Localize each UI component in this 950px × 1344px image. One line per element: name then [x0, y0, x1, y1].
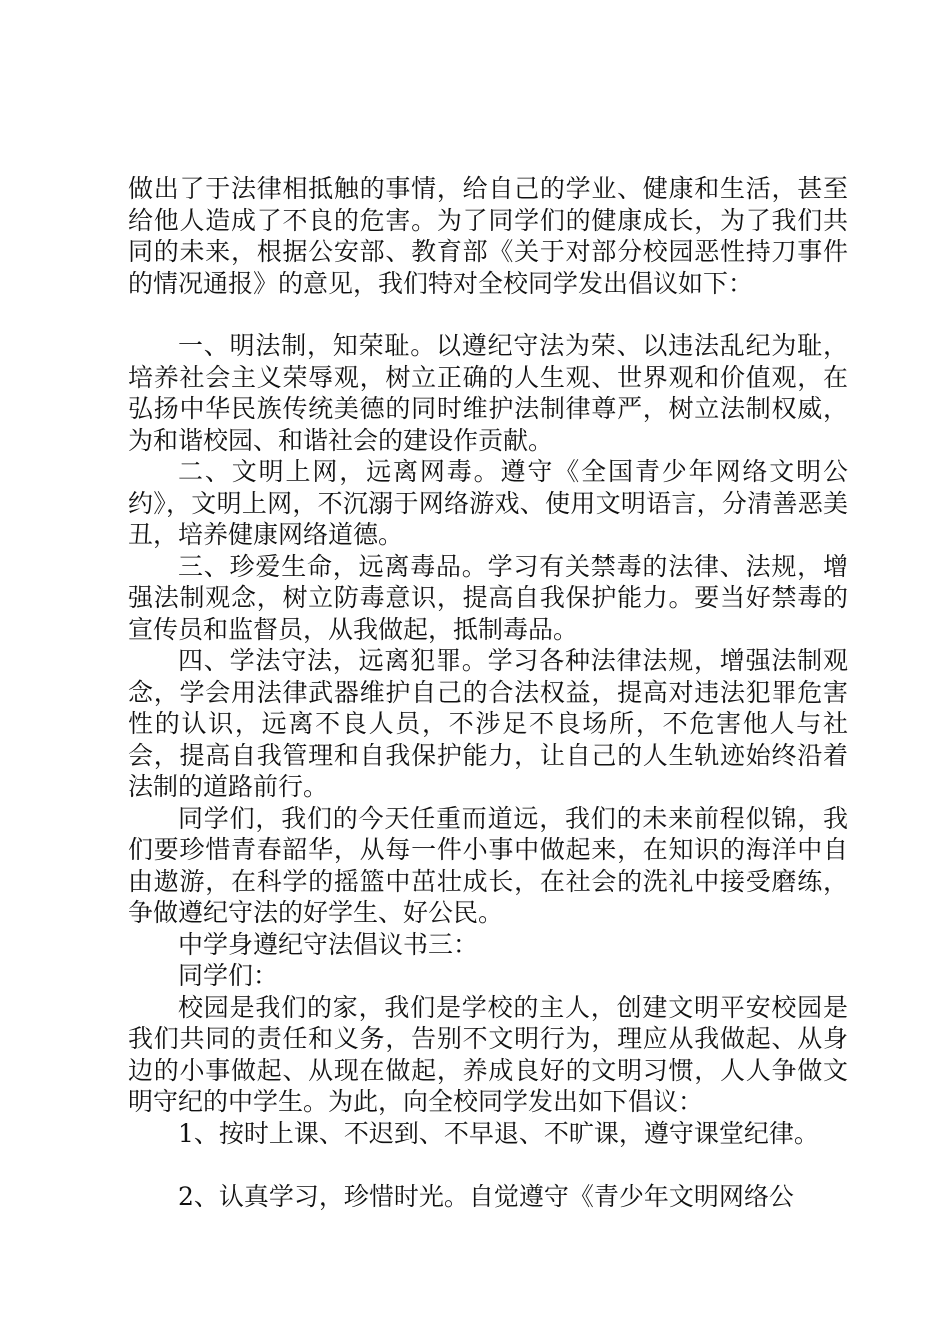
list-item-1: 1、按时上课、不迟到、不早退、不旷课，遵守课堂纪律。: [178, 1118, 819, 1148]
document-body: [128, 173, 848, 1213]
section-heading: 中学身遵纪守法倡议书三：: [178, 929, 479, 959]
paragraph-intro: 做出了于法律相抵触的事情，给自己的学业、健康和生活，甚至给他人造成了不良的危害。为了同学们的健康成长，为了我们共同的未来，根据公安部、教育部《关于对部分校园恶性持刀事件的情况通报》的意见，我们特对全校同学发出倡议如下：: [128, 174, 848, 298]
list-item-2: 2、认真学习，珍惜时光。自觉遵守《青少年文明网络公: [178, 1182, 794, 1211]
salutation: 同学们：: [178, 961, 279, 990]
paragraph-item-1: 一、明法制，知荣耻。以遵纪守法为荣、以违法乱纪为耻，培养社会主义荣辱观，树立正确的人生观、世界观和价值观，在弘扬中华民族传统美德的同时维护法制律尊严，树立法制权威，为和谐校园、和谐社会的建设作贡献。: [128, 331, 848, 455]
paragraph-closing: 同学们，我们的今天任重而道远，我们的未来前程似锦，我们要珍惜青春韶华，从每一件小事中做起来，在知识的海洋中自由遨游，在科学的摇篮中茁壮成长，在社会的洗礼中接受磨练，争做遵纪守法的好学生、好公民。: [128, 803, 848, 927]
paragraph-campus: 校园是我们的家，我们是学校的主人，创建文明平安校园是我们共同的责任和义务，告别不文明行为，理应从我做起、从身边的小事做起、从现在做起，养成良好的文明习惯，人人争做文明守纪的中学生。为此，向全校同学发出如下倡议：: [128, 992, 848, 1116]
paragraph-item-3: 三、珍爱生命，远离毒品。学习有关禁毒的法律、法规，增强法制观念，树立防毒意识，提高自我保护能力。要当好禁毒的宣传员和监督员，从我做起，抵制毒品。: [128, 551, 848, 644]
paragraph-item-2: 二、文明上网，远离网毒。遵守《全国青少年网络文明公约》，文明上网，不沉溺于网络游戏、使用文明语言，分清善恶美丑，培养健康网络道德。: [128, 457, 848, 549]
paragraph-item-4: 四、学法守法，远离犯罪。学习各种法律法规，增强法制观念，学会用法律武器维护自己的合法权益，提高对违法犯罪危害性的认识，远离不良人员，不涉足不良场所，不危害他人与社会，提高自我管理和自我保护能力，让自己的人生轨迹始终沿着法制的道路前行。: [128, 646, 848, 801]
